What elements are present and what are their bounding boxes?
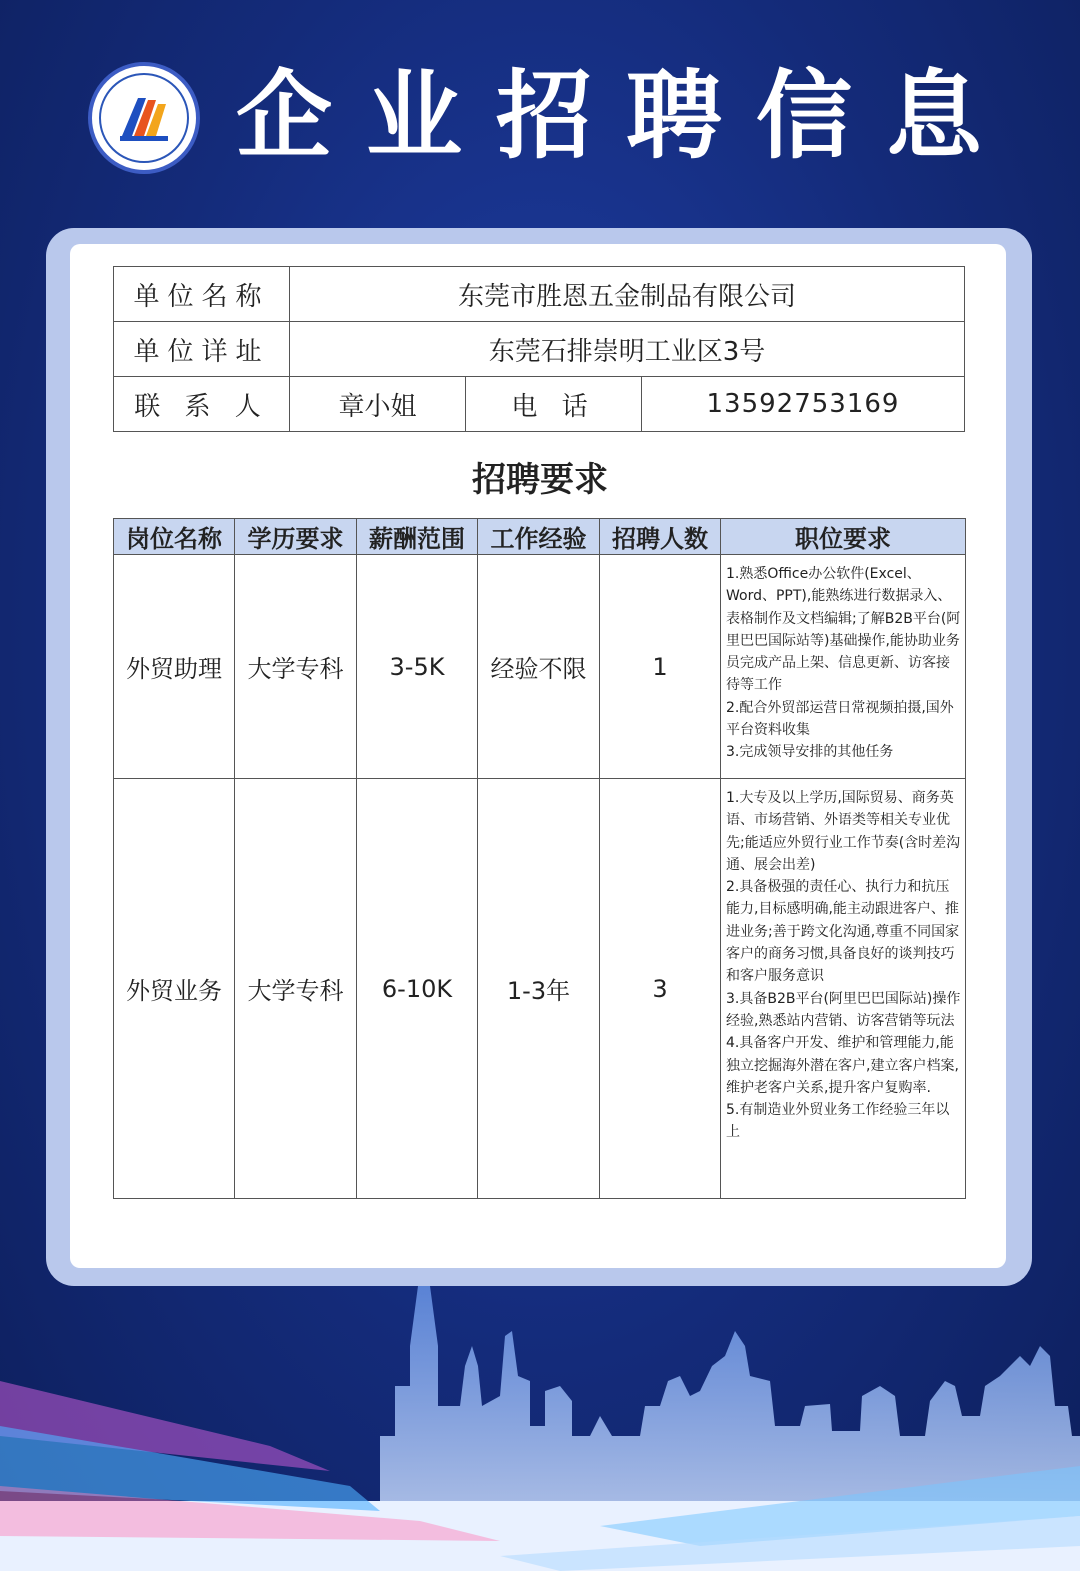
requirements-cell: 1.大专及以上学历,国际贸易、商务英语、市场营销、外语类等相关专业优先;能适应外贸行业工作节奏(含时差沟通、展会出差) 2.具备极强的责任心、执行力和抗压能力,目标感明确,能主动跟进客户、推进业务;善于跨文化沟通,尊重不同国家客户的商务习惯,具备良好的谈判技巧和客户服务意识 3.具备B2B平台(阿里巴巴国际站)操作经验,熟悉站内营销、访客营销等玩法 4.具备客户开发、维护和管理能力,能独立挖掘海外潜在客户,建立客户档案,维护老客户关系,提升客户复购率. 5.有制造业外贸业务工作经验三年以上 — [721, 779, 966, 1199]
contact-label: 联 系 人 — [114, 377, 290, 432]
count-cell: 3 — [600, 779, 721, 1199]
company-info-table — [113, 266, 965, 432]
bureau-emblem-icon — [88, 62, 200, 174]
experience-cell: 经验不限 — [478, 555, 600, 779]
company-address: 东莞石排崇明工业区3号 — [290, 322, 965, 377]
column-header: 工作经验 — [478, 519, 600, 555]
table-row — [114, 555, 966, 779]
salary-cell: 3-5K — [357, 555, 478, 779]
section-title: 招聘要求 — [472, 460, 608, 500]
company-address-row — [114, 322, 965, 377]
job-requirements-table — [113, 518, 966, 1199]
position-cell: 外贸助理 — [114, 555, 235, 779]
phone-number: 13592753169 — [642, 377, 965, 432]
column-header: 招聘人数 — [600, 519, 721, 555]
company-name-row — [114, 267, 965, 322]
company-address-label: 单位详址 — [114, 322, 290, 377]
education-cell: 大学专科 — [235, 555, 357, 779]
experience-cell: 1-3年 — [478, 779, 600, 1199]
requirements-cell: 1.熟悉Office办公软件(Excel、Word、PPT),能熟练进行数据录入、表格制作及文档编辑;了解B2B平台(阿里巴巴国际站等)基础操作,能协助业务员完成产品上架、信息更新、访客接待等工作 2.配合外贸部运营日常视频拍摄,国外平台资料收集 3.完成领导安排的其他任务 — [721, 555, 966, 779]
contact-name: 章小姐 — [290, 377, 466, 432]
column-header: 岗位名称 — [114, 519, 235, 555]
company-name-label: 单位名称 — [114, 267, 290, 322]
column-header: 薪酬范围 — [357, 519, 478, 555]
column-header: 学历要求 — [235, 519, 357, 555]
table-row — [114, 779, 966, 1199]
salary-cell: 6-10K — [357, 779, 478, 1199]
contact-row — [114, 377, 965, 432]
position-cell: 外贸业务 — [114, 779, 235, 1199]
table-header-row — [114, 519, 966, 555]
poster-title: 企业招聘信息 — [236, 59, 1016, 172]
column-header: 职位要求 — [721, 519, 966, 555]
city-skyline-illustration — [0, 1286, 1080, 1571]
company-name: 东莞市胜恩五金制品有限公司 — [290, 267, 965, 322]
count-cell: 1 — [600, 555, 721, 779]
education-cell: 大学专科 — [235, 779, 357, 1199]
poster-header — [0, 0, 1080, 230]
phone-label: 电 话 — [466, 377, 642, 432]
